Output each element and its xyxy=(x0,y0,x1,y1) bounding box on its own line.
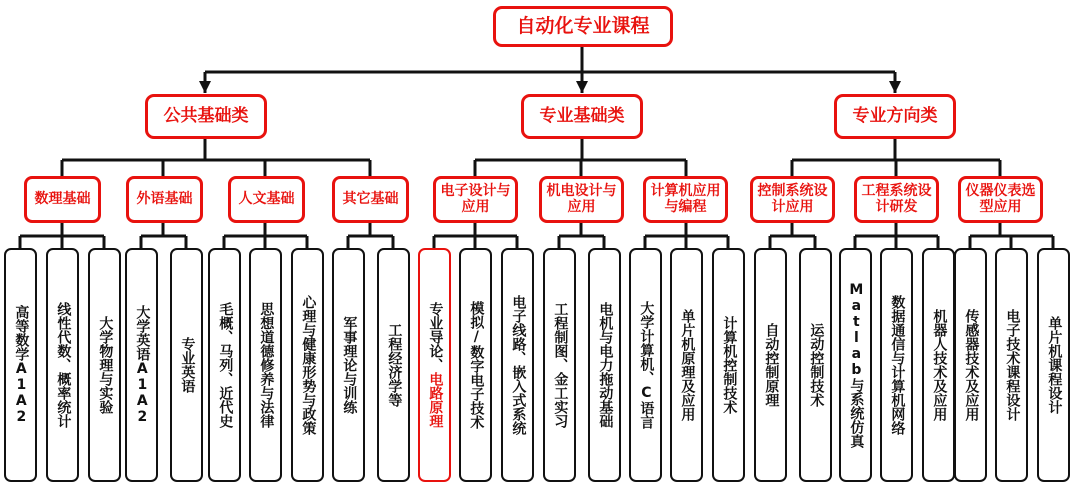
course-leaf: 电子线路、嵌入式系统 xyxy=(501,248,534,482)
group-node-math-physics: 数理基础 xyxy=(24,176,101,223)
branch-node-public-basic: 公共基础类 xyxy=(145,94,267,139)
group-node-electronic-design: 电子设计与应用 xyxy=(433,176,518,223)
course-leaf: 运动控制技术 xyxy=(799,248,832,482)
group-node-control-system: 控制系统设计应用 xyxy=(750,176,835,223)
course-leaf: 工程制图、金工实习 xyxy=(543,248,576,482)
course-leaf: 专业英语 xyxy=(170,248,203,482)
course-leaf: 毛概、马列、近代史 xyxy=(208,248,241,482)
course-leaf: 心理与健康形势与政策 xyxy=(291,248,324,482)
course-leaf: 电子技术课程设计 xyxy=(995,248,1028,482)
course-leaf: 数据通信与计算机网络 xyxy=(880,248,913,482)
course-leaf: 线性代数、概率统计 xyxy=(46,248,79,482)
course-leaf: 传感器技术及应用 xyxy=(954,248,987,482)
course-leaf-text-plain: 专业导论、电路原理 xyxy=(427,302,444,428)
course-leaf: 军事理论与训练 xyxy=(332,248,365,482)
course-leaf: 工程经济学等 xyxy=(377,248,410,482)
branch-node-major-basic: 专业基础类 xyxy=(521,94,643,139)
course-leaf: 单片机原理及应用 xyxy=(670,248,703,482)
group-node-electromechanical-design: 机电设计与应用 xyxy=(539,176,624,223)
course-leaf: 大学计算机、C语言 xyxy=(629,248,662,482)
root-node: 自动化专业课程 xyxy=(493,6,673,47)
course-leaf-highlighted xyxy=(418,248,451,482)
group-node-other-basic: 其它基础 xyxy=(332,176,409,223)
course-leaf: 自动控制原理 xyxy=(754,248,787,482)
course-leaf: 思想道德修养与法律 xyxy=(249,248,282,482)
course-leaf: 电机与电力拖动基础 xyxy=(588,248,621,482)
course-leaf: 计算机控制技术 xyxy=(712,248,745,482)
group-node-computer-application: 计算机应用与编程 xyxy=(643,176,728,223)
course-leaf: 单片机课程设计 xyxy=(1037,248,1070,482)
group-node-engineering-system: 工程系统设计研发 xyxy=(854,176,939,223)
group-node-instrument-selection: 仪器仪表选型应用 xyxy=(958,176,1043,223)
course-leaf: 机器人技术及应用 xyxy=(922,248,955,482)
branch-node-major-direction: 专业方向类 xyxy=(834,94,956,139)
course-leaf: 高等数学A1A2 xyxy=(4,248,37,482)
course-leaf: 大学英语A1A2 xyxy=(125,248,158,482)
group-node-foreign-language: 外语基础 xyxy=(126,176,203,223)
course-leaf: 模拟/数字电子技术 xyxy=(459,248,492,482)
group-node-humanities: 人文基础 xyxy=(228,176,305,223)
course-leaf: Matlab与系统仿真 xyxy=(839,248,872,482)
course-leaf: 大学物理与实验 xyxy=(88,248,121,482)
